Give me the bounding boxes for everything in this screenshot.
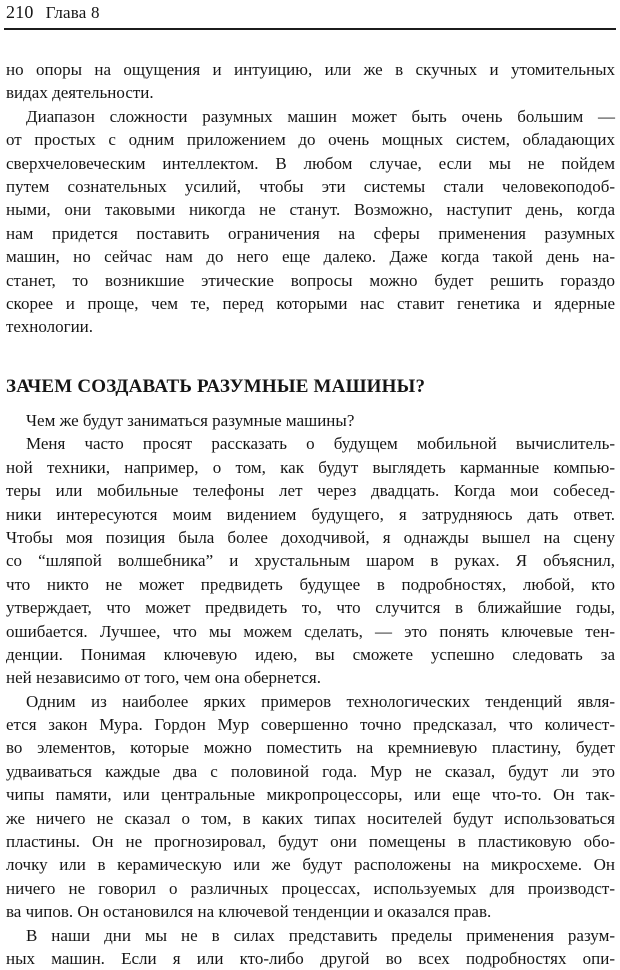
- paragraph: [6, 409, 615, 432]
- text-line: Чем же будут заниматься разумные машины?: [26, 411, 355, 430]
- text-line: В наши дни мы не в силах представить пределы применения разум-: [26, 925, 615, 945]
- text-line: ней независимо от того, чем она обернется.: [6, 668, 321, 688]
- text-line: ется закон Мура. Гордон Мур совершенно точно предсказал, что количест-: [6, 715, 615, 735]
- paragraph: [6, 105, 615, 339]
- text-line: же ничего не сказал о том, в каких типах носителей будут использоваться: [6, 808, 615, 828]
- text-line: утверждает, что может предвидеть то, что случится в ближайшие годы,: [6, 598, 615, 618]
- text-line: чипы памяти, или центральные микропроцессоры, или еще что-то. Он так-: [6, 785, 615, 805]
- paragraph: [6, 58, 615, 105]
- text-line: ники интересуются моим видением будущего, я затрудняюсь дать ответ.: [6, 504, 615, 524]
- text-line: во элементов, которые можно поместить на кремниевую пластину, будет: [6, 738, 615, 758]
- text-line: но опоры на ощущения и интуицию, или же в скучных и утомительных: [6, 60, 615, 79]
- text-line: ными, они таковыми никогда не станут. Возможно, наступит день, когда: [6, 200, 615, 220]
- text-line: лочку или в керамическую или же будут расположены на микросхеме. Он: [6, 855, 615, 875]
- text-line: денции. Понимая ключевую идею, вы сможете успешно следовать за: [6, 644, 615, 664]
- text-line: удваиваться каждые два с половиной года. Мур не сказал, будут ли это: [6, 761, 615, 781]
- text-line: путем сознательных усилий, чтобы эти системы стали человекоподоб-: [6, 176, 615, 196]
- text-line: от простых с одним приложением до очень мощных систем, обладающих: [6, 130, 615, 150]
- page-number: 210: [6, 2, 34, 22]
- text-line: видах деятельности.: [6, 83, 154, 103]
- header-rule: [4, 28, 616, 30]
- text-line: сверхчеловеческим интеллектом. В любом случае, если мы не пойдем: [6, 153, 615, 173]
- paragraph: [6, 432, 615, 689]
- running-head: [6, 2, 616, 28]
- text-line: пластины. Он не прогнозировал, будут они помещены в пластиковую обо-: [6, 832, 615, 852]
- paragraph: [6, 924, 615, 970]
- text-line: Чтобы моя позиция была более доходчивой, я однажды вышел на сцену: [6, 527, 615, 547]
- text-line: станет, то возникшие этические вопросы можно будет решить гораздо: [6, 270, 615, 290]
- text-line: теры или мобильные телефоны лет через двадцать. Когда мои собесед-: [6, 481, 615, 501]
- paragraph: [6, 690, 615, 924]
- text-line: ничего не говорил о различных процессах, используемых для производст-: [6, 878, 615, 898]
- intro-text: [6, 58, 615, 339]
- text-line: нам придется поставить ограничения на сферы применения разумных: [6, 223, 615, 243]
- text-line: что никто не может предвидеть будущее в подробностях, любой, кто: [6, 574, 615, 594]
- text-line: машин, но сейчас нам до него еще далеко. Даже когда такой день на-: [6, 247, 615, 267]
- text-line: Одним из наиболее ярких примеров технологических тенденций явля-: [26, 691, 615, 711]
- text-line: со “шляпой волшебника” и хрустальным шаром в руках. Я объяснил,: [6, 551, 615, 571]
- text-line: ошибается. Лучшее, что мы можем сделать, — это понять ключевые тен-: [6, 621, 615, 641]
- text-line: Диапазон сложности разумных машин может быть очень большим —: [26, 106, 615, 126]
- text-line: Меня часто просят рассказать о будущем мобильной вычислитель-: [26, 434, 615, 454]
- section-heading: ЗАЧЕМ СОЗДАВАТЬ РАЗУМНЫЕ МАШИНЫ?: [6, 376, 426, 397]
- text-line: ной техники, например, о том, как будут выглядеть карманные компью-: [6, 457, 615, 477]
- section-text: [6, 409, 615, 970]
- text-line: ва чипов. Он остановился на ключевой тенденции и оказался прав.: [6, 902, 492, 922]
- text-line: ных машин. Если я или кто-либо другой во всех подробностях опи-: [6, 948, 615, 968]
- text-line: технологии.: [6, 317, 94, 337]
- text-line: скорее и проще, чем те, перед которыми нас ставит генетика и ядерные: [6, 293, 615, 313]
- chapter-title: Глава 8: [45, 3, 100, 22]
